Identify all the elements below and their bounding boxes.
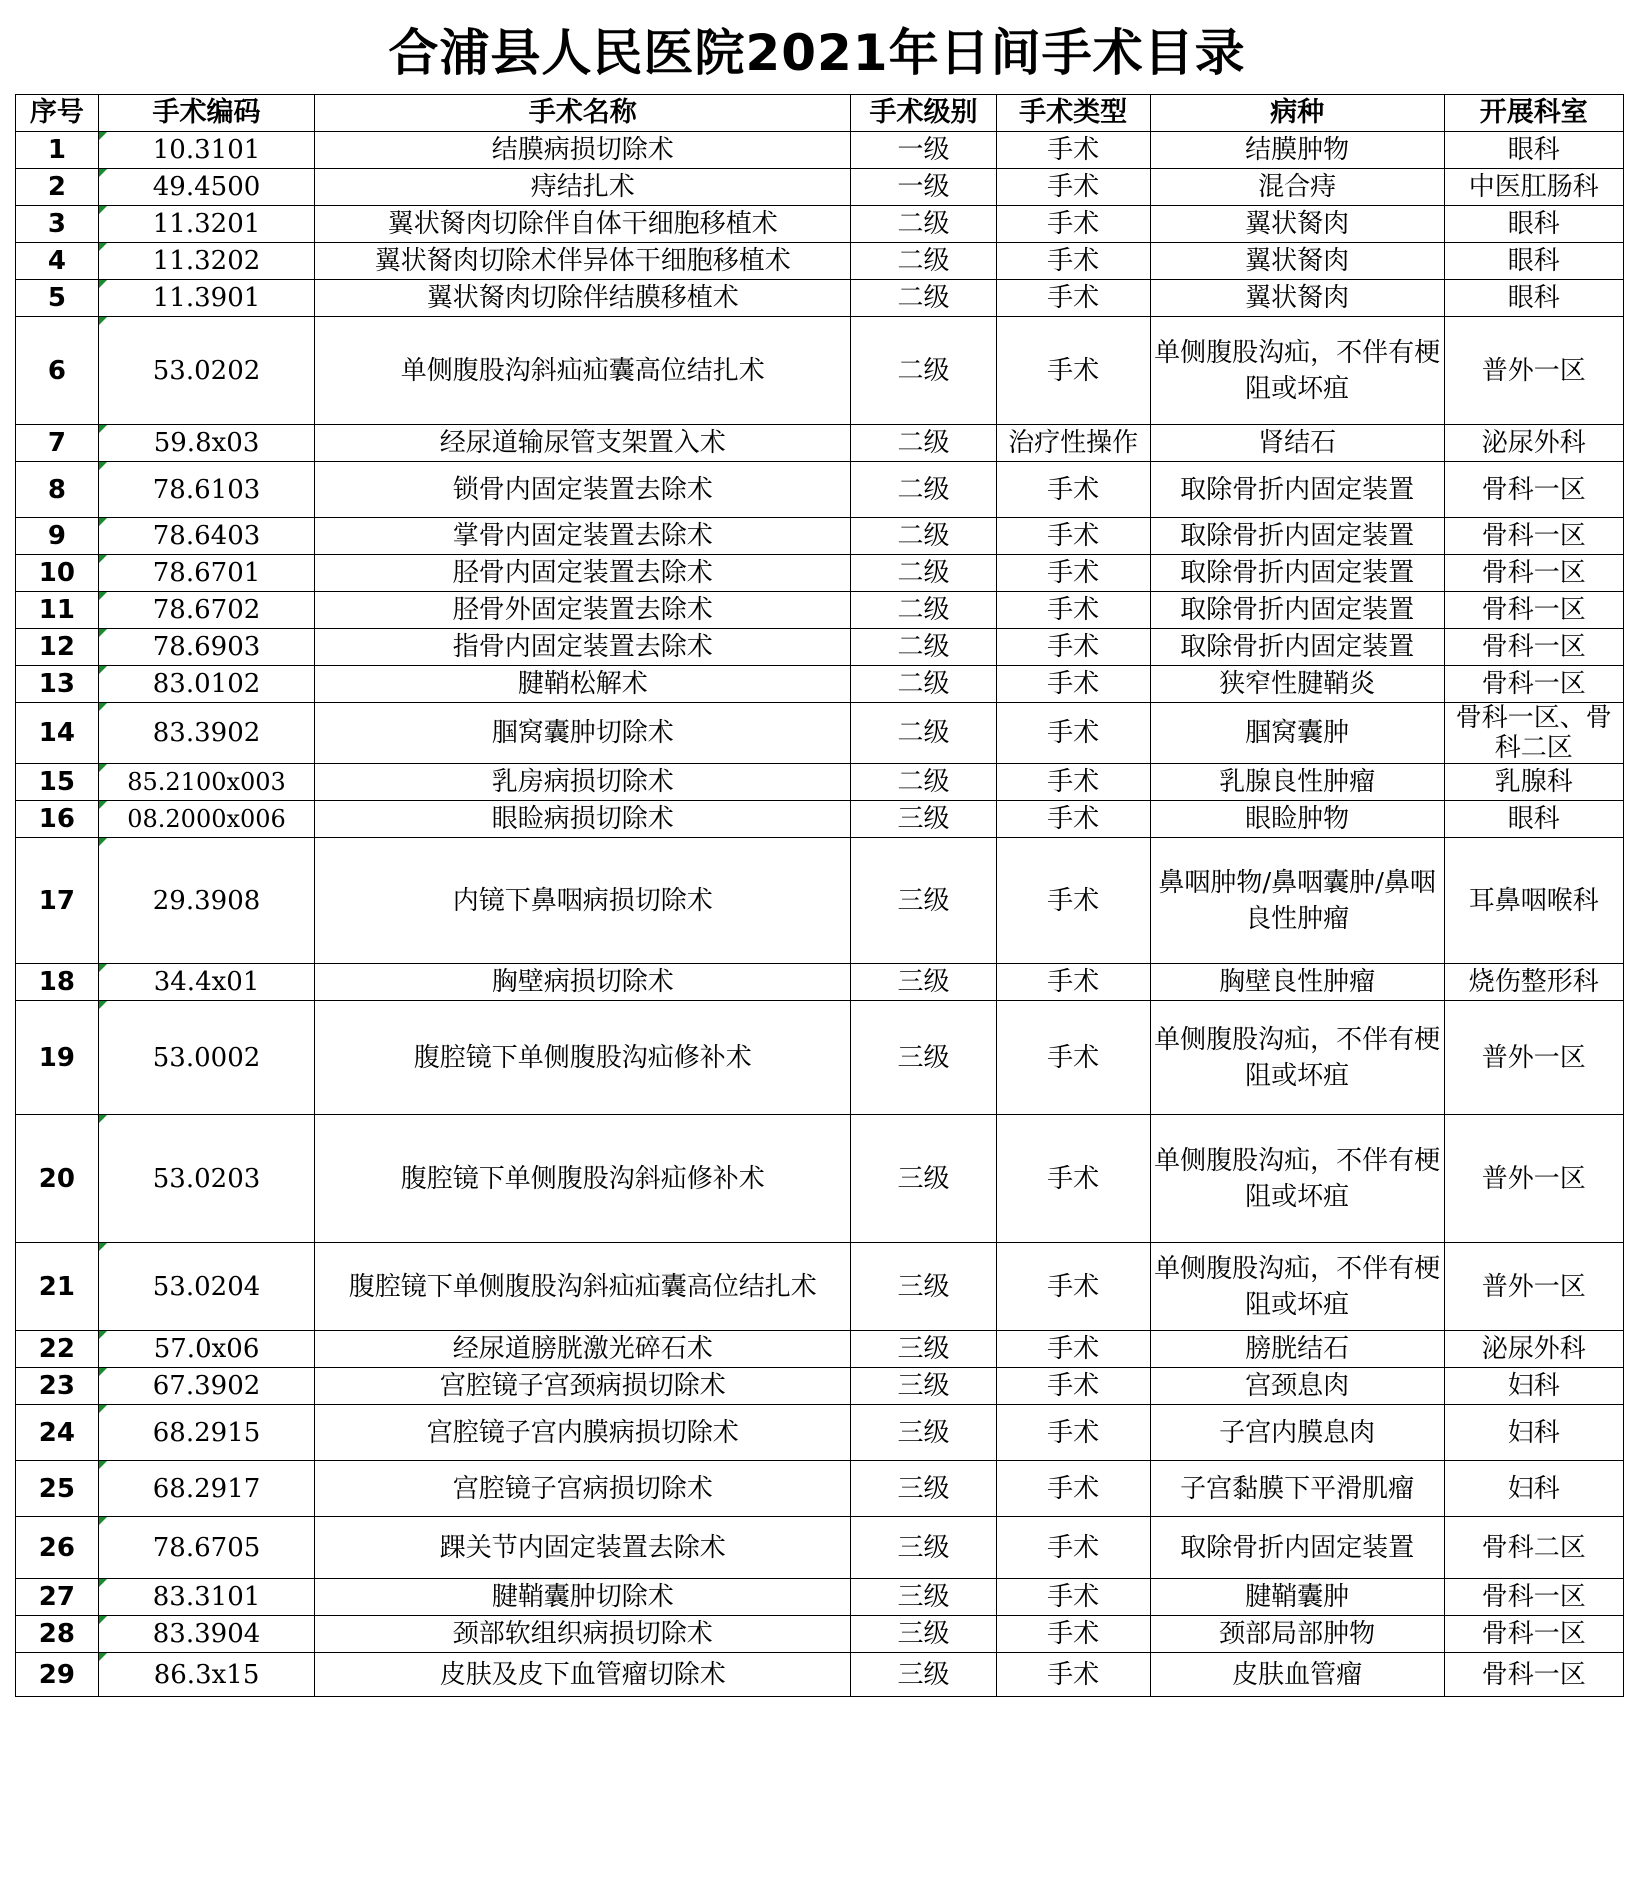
table-row — [16, 801, 1624, 838]
cell-disease: 翼状胬肉 — [1150, 243, 1444, 280]
cell-seq: 27 — [16, 1579, 99, 1616]
cell-disease: 结膜肿物 — [1150, 132, 1444, 169]
cell-name: 经尿道输尿管支架置入术 — [315, 425, 851, 462]
cell-level: 二级 — [851, 703, 996, 764]
cell-type: 手术 — [996, 132, 1150, 169]
cell-seq: 3 — [16, 206, 99, 243]
cell-seq: 7 — [16, 425, 99, 462]
table-row — [16, 1653, 1624, 1697]
cell-code: 86.3x15 — [98, 1653, 315, 1697]
cell-disease: 翼状胬肉 — [1150, 206, 1444, 243]
cell-seq: 10 — [16, 555, 99, 592]
cell-dept: 烧伤整形科 — [1444, 964, 1623, 1001]
cell-level: 二级 — [851, 206, 996, 243]
cell-code: 68.2917 — [98, 1461, 315, 1517]
cell-name: 痔结扎术 — [315, 169, 851, 206]
cell-type: 手术 — [996, 280, 1150, 317]
cell-seq: 13 — [16, 666, 99, 703]
cell-disease: 翼状胬肉 — [1150, 280, 1444, 317]
cell-seq: 12 — [16, 629, 99, 666]
table-row — [16, 838, 1624, 964]
cell-seq: 24 — [16, 1405, 99, 1461]
cell-name: 宫腔镜子宫内膜病损切除术 — [315, 1405, 851, 1461]
cell-level: 二级 — [851, 243, 996, 280]
cell-dept: 眼科 — [1444, 280, 1623, 317]
cell-code: 53.0002 — [98, 1001, 315, 1115]
cell-name: 单侧腹股沟斜疝疝囊高位结扎术 — [315, 317, 851, 425]
cell-level: 一级 — [851, 132, 996, 169]
cell-name: 腹腔镜下单侧腹股沟斜疝疝囊高位结扎术 — [315, 1243, 851, 1331]
cell-dept: 泌尿外科 — [1444, 1331, 1623, 1368]
cell-disease: 单侧腹股沟疝，不伴有梗阻或坏疽 — [1150, 1001, 1444, 1115]
cell-name: 颈部软组织病损切除术 — [315, 1616, 851, 1653]
cell-disease: 取除骨折内固定装置 — [1150, 592, 1444, 629]
cell-type: 手术 — [996, 801, 1150, 838]
cell-seq: 22 — [16, 1331, 99, 1368]
cell-dept: 妇科 — [1444, 1405, 1623, 1461]
cell-type: 手术 — [996, 555, 1150, 592]
cell-disease: 狭窄性腱鞘炎 — [1150, 666, 1444, 703]
table-row — [16, 666, 1624, 703]
cell-level: 二级 — [851, 555, 996, 592]
cell-disease: 取除骨折内固定装置 — [1150, 518, 1444, 555]
table-row — [16, 1579, 1624, 1616]
header-row — [16, 95, 1624, 132]
cell-dept: 眼科 — [1444, 206, 1623, 243]
cell-dept: 骨科二区 — [1444, 1517, 1623, 1579]
cell-disease: 混合痔 — [1150, 169, 1444, 206]
cell-name: 掌骨内固定装置去除术 — [315, 518, 851, 555]
cell-type: 治疗性操作 — [996, 425, 1150, 462]
cell-seq: 18 — [16, 964, 99, 1001]
cell-code: 85.2100x003 — [98, 764, 315, 801]
cell-name: 踝关节内固定装置去除术 — [315, 1517, 851, 1579]
cell-level: 二级 — [851, 518, 996, 555]
cell-type: 手术 — [996, 1243, 1150, 1331]
cell-seq: 26 — [16, 1517, 99, 1579]
cell-code: 59.8x03 — [98, 425, 315, 462]
cell-dept: 骨科一区 — [1444, 666, 1623, 703]
cell-name: 翼状胬肉切除伴结膜移植术 — [315, 280, 851, 317]
cell-level: 三级 — [851, 1616, 996, 1653]
table-row — [16, 1517, 1624, 1579]
cell-dept: 眼科 — [1444, 801, 1623, 838]
cell-dept: 普外一区 — [1444, 1115, 1623, 1243]
header-code: 手术编码 — [98, 95, 315, 132]
cell-level: 三级 — [851, 1115, 996, 1243]
cell-dept: 骨科一区 — [1444, 555, 1623, 592]
cell-seq: 2 — [16, 169, 99, 206]
cell-type: 手术 — [996, 1653, 1150, 1697]
cell-name: 腱鞘松解术 — [315, 666, 851, 703]
cell-dept: 骨科一区 — [1444, 1579, 1623, 1616]
cell-level: 三级 — [851, 838, 996, 964]
table-row — [16, 629, 1624, 666]
cell-disease: 膀胱结石 — [1150, 1331, 1444, 1368]
cell-level: 二级 — [851, 280, 996, 317]
cell-code: 78.6903 — [98, 629, 315, 666]
cell-name: 内镜下鼻咽病损切除术 — [315, 838, 851, 964]
cell-type: 手术 — [996, 243, 1150, 280]
cell-seq: 17 — [16, 838, 99, 964]
cell-seq: 8 — [16, 462, 99, 518]
header-seq: 序号 — [16, 95, 99, 132]
cell-seq: 5 — [16, 280, 99, 317]
cell-name: 皮肤及皮下血管瘤切除术 — [315, 1653, 851, 1697]
cell-code: 78.6103 — [98, 462, 315, 518]
table-row — [16, 1461, 1624, 1517]
cell-disease: 眼睑肿物 — [1150, 801, 1444, 838]
cell-seq: 4 — [16, 243, 99, 280]
cell-disease: 取除骨折内固定装置 — [1150, 555, 1444, 592]
cell-seq: 9 — [16, 518, 99, 555]
cell-disease: 取除骨折内固定装置 — [1150, 1517, 1444, 1579]
cell-type: 手术 — [996, 1405, 1150, 1461]
cell-name: 经尿道膀胱激光碎石术 — [315, 1331, 851, 1368]
cell-dept: 普外一区 — [1444, 1243, 1623, 1331]
cell-type: 手术 — [996, 169, 1150, 206]
table-row — [16, 1368, 1624, 1405]
table-row — [16, 1001, 1624, 1115]
cell-code: 08.2000x006 — [98, 801, 315, 838]
cell-name: 腱鞘囊肿切除术 — [315, 1579, 851, 1616]
cell-level: 三级 — [851, 801, 996, 838]
table-row — [16, 280, 1624, 317]
cell-level: 三级 — [851, 1001, 996, 1115]
cell-disease: 肾结石 — [1150, 425, 1444, 462]
cell-disease: 腘窝囊肿 — [1150, 703, 1444, 764]
table-row — [16, 1331, 1624, 1368]
cell-level: 二级 — [851, 592, 996, 629]
cell-disease: 乳腺良性肿瘤 — [1150, 764, 1444, 801]
table-row — [16, 1243, 1624, 1331]
cell-type: 手术 — [996, 462, 1150, 518]
cell-dept: 眼科 — [1444, 243, 1623, 280]
header-type: 手术类型 — [996, 95, 1150, 132]
document-title: 合浦县人民医院2021年日间手术目录 — [388, 24, 1246, 82]
table-row — [16, 132, 1624, 169]
cell-disease: 皮肤血管瘤 — [1150, 1653, 1444, 1697]
cell-disease: 腱鞘囊肿 — [1150, 1579, 1444, 1616]
cell-seq: 15 — [16, 764, 99, 801]
table-row — [16, 243, 1624, 280]
cell-disease: 取除骨折内固定装置 — [1150, 629, 1444, 666]
cell-code: 10.3101 — [98, 132, 315, 169]
table-row — [16, 425, 1624, 462]
table-row — [16, 169, 1624, 206]
cell-seq: 19 — [16, 1001, 99, 1115]
cell-dept: 乳腺科 — [1444, 764, 1623, 801]
cell-dept: 普外一区 — [1444, 1001, 1623, 1115]
cell-disease: 单侧腹股沟疝，不伴有梗阻或坏疽 — [1150, 1243, 1444, 1331]
cell-dept: 骨科一区 — [1444, 1616, 1623, 1653]
cell-type: 手术 — [996, 1579, 1150, 1616]
cell-type: 手术 — [996, 1616, 1150, 1653]
cell-seq: 6 — [16, 317, 99, 425]
cell-code: 11.3901 — [98, 280, 315, 317]
cell-seq: 21 — [16, 1243, 99, 1331]
cell-level: 二级 — [851, 629, 996, 666]
cell-disease: 子宫内膜息肉 — [1150, 1405, 1444, 1461]
cell-type: 手术 — [996, 1517, 1150, 1579]
cell-seq: 20 — [16, 1115, 99, 1243]
table-row — [16, 317, 1624, 425]
cell-level: 三级 — [851, 1653, 996, 1697]
cell-dept: 骨科一区 — [1444, 629, 1623, 666]
cell-name: 锁骨内固定装置去除术 — [315, 462, 851, 518]
table-row — [16, 206, 1624, 243]
cell-level: 三级 — [851, 1461, 996, 1517]
table-row — [16, 462, 1624, 518]
table-row — [16, 764, 1624, 801]
cell-dept: 普外一区 — [1444, 317, 1623, 425]
cell-code: 53.0203 — [98, 1115, 315, 1243]
cell-seq: 14 — [16, 703, 99, 764]
cell-dept: 骨科一区、骨科二区 — [1444, 703, 1623, 764]
cell-code: 83.0102 — [98, 666, 315, 703]
cell-type: 手术 — [996, 703, 1150, 764]
cell-code: 34.4x01 — [98, 964, 315, 1001]
cell-code: 49.4500 — [98, 169, 315, 206]
cell-name: 指骨内固定装置去除术 — [315, 629, 851, 666]
header-level: 手术级别 — [851, 95, 996, 132]
table-row — [16, 555, 1624, 592]
cell-name: 胸壁病损切除术 — [315, 964, 851, 1001]
table-body — [16, 132, 1624, 1697]
cell-type: 手术 — [996, 592, 1150, 629]
cell-code: 11.3201 — [98, 206, 315, 243]
cell-code: 67.3902 — [98, 1368, 315, 1405]
cell-code: 78.6403 — [98, 518, 315, 555]
cell-dept: 耳鼻咽喉科 — [1444, 838, 1623, 964]
cell-name: 胫骨外固定装置去除术 — [315, 592, 851, 629]
cell-level: 三级 — [851, 1579, 996, 1616]
cell-seq: 23 — [16, 1368, 99, 1405]
cell-name: 腹腔镜下单侧腹股沟疝修补术 — [315, 1001, 851, 1115]
cell-dept: 泌尿外科 — [1444, 425, 1623, 462]
table-row — [16, 1405, 1624, 1461]
cell-type: 手术 — [996, 666, 1150, 703]
cell-code: 83.3101 — [98, 1579, 315, 1616]
cell-seq: 16 — [16, 801, 99, 838]
cell-level: 一级 — [851, 169, 996, 206]
cell-name: 腹腔镜下单侧腹股沟斜疝修补术 — [315, 1115, 851, 1243]
cell-code: 83.3904 — [98, 1616, 315, 1653]
cell-code: 83.3902 — [98, 703, 315, 764]
cell-name: 宫腔镜子宫病损切除术 — [315, 1461, 851, 1517]
cell-level: 三级 — [851, 964, 996, 1001]
cell-type: 手术 — [996, 1368, 1150, 1405]
cell-type: 手术 — [996, 838, 1150, 964]
cell-dept: 骨科一区 — [1444, 518, 1623, 555]
header-name: 手术名称 — [315, 95, 851, 132]
header-disease: 病种 — [1150, 95, 1444, 132]
cell-type: 手术 — [996, 206, 1150, 243]
cell-type: 手术 — [996, 317, 1150, 425]
cell-name: 眼睑病损切除术 — [315, 801, 851, 838]
cell-disease: 子宫黏膜下平滑肌瘤 — [1150, 1461, 1444, 1517]
cell-dept: 骨科一区 — [1444, 462, 1623, 518]
cell-name: 宫腔镜子宫颈病损切除术 — [315, 1368, 851, 1405]
cell-disease: 宫颈息肉 — [1150, 1368, 1444, 1405]
cell-name: 乳房病损切除术 — [315, 764, 851, 801]
table-row — [16, 1115, 1624, 1243]
cell-type: 手术 — [996, 1461, 1150, 1517]
cell-code: 29.3908 — [98, 838, 315, 964]
cell-level: 二级 — [851, 764, 996, 801]
header-dept: 开展科室 — [1444, 95, 1623, 132]
cell-seq: 1 — [16, 132, 99, 169]
cell-type: 手术 — [996, 964, 1150, 1001]
cell-level: 二级 — [851, 425, 996, 462]
cell-dept: 骨科一区 — [1444, 592, 1623, 629]
cell-disease: 颈部局部肿物 — [1150, 1616, 1444, 1653]
cell-seq: 29 — [16, 1653, 99, 1697]
cell-name: 腘窝囊肿切除术 — [315, 703, 851, 764]
cell-type: 手术 — [996, 764, 1150, 801]
cell-type: 手术 — [996, 1001, 1150, 1115]
cell-type: 手术 — [996, 1115, 1150, 1243]
cell-level: 二级 — [851, 317, 996, 425]
cell-disease: 取除骨折内固定装置 — [1150, 462, 1444, 518]
cell-level: 三级 — [851, 1517, 996, 1579]
table-row — [16, 703, 1624, 764]
cell-code: 78.6702 — [98, 592, 315, 629]
cell-name: 翼状胬肉切除伴自体干细胞移植术 — [315, 206, 851, 243]
cell-level: 二级 — [851, 666, 996, 703]
cell-level: 三级 — [851, 1405, 996, 1461]
cell-dept: 妇科 — [1444, 1461, 1623, 1517]
cell-name: 翼状胬肉切除术伴异体干细胞移植术 — [315, 243, 851, 280]
cell-disease: 鼻咽肿物/鼻咽囊肿/鼻咽良性肿瘤 — [1150, 838, 1444, 964]
cell-code: 53.0204 — [98, 1243, 315, 1331]
table-row — [16, 592, 1624, 629]
cell-dept: 妇科 — [1444, 1368, 1623, 1405]
cell-code: 57.0x06 — [98, 1331, 315, 1368]
cell-disease: 单侧腹股沟疝，不伴有梗阻或坏疽 — [1150, 317, 1444, 425]
cell-dept: 眼科 — [1444, 132, 1623, 169]
cell-disease: 单侧腹股沟疝，不伴有梗阻或坏疽 — [1150, 1115, 1444, 1243]
cell-level: 三级 — [851, 1243, 996, 1331]
table-row — [16, 518, 1624, 555]
cell-name: 胫骨内固定装置去除术 — [315, 555, 851, 592]
cell-seq: 28 — [16, 1616, 99, 1653]
cell-type: 手术 — [996, 518, 1150, 555]
cell-level: 三级 — [851, 1368, 996, 1405]
cell-type: 手术 — [996, 1331, 1150, 1368]
cell-dept: 中医肛肠科 — [1444, 169, 1623, 206]
surgery-catalog-table — [15, 94, 1624, 1697]
cell-code: 53.0202 — [98, 317, 315, 425]
table-row — [16, 964, 1624, 1001]
cell-code: 78.6705 — [98, 1517, 315, 1579]
cell-code: 11.3202 — [98, 243, 315, 280]
cell-code: 68.2915 — [98, 1405, 315, 1461]
cell-code: 78.6701 — [98, 555, 315, 592]
cell-dept: 骨科一区 — [1444, 1653, 1623, 1697]
cell-level: 二级 — [851, 462, 996, 518]
table-row — [16, 1616, 1624, 1653]
cell-name: 结膜病损切除术 — [315, 132, 851, 169]
cell-seq: 11 — [16, 592, 99, 629]
cell-type: 手术 — [996, 629, 1150, 666]
cell-disease: 胸壁良性肿瘤 — [1150, 964, 1444, 1001]
cell-seq: 25 — [16, 1461, 99, 1517]
cell-level: 三级 — [851, 1331, 996, 1368]
